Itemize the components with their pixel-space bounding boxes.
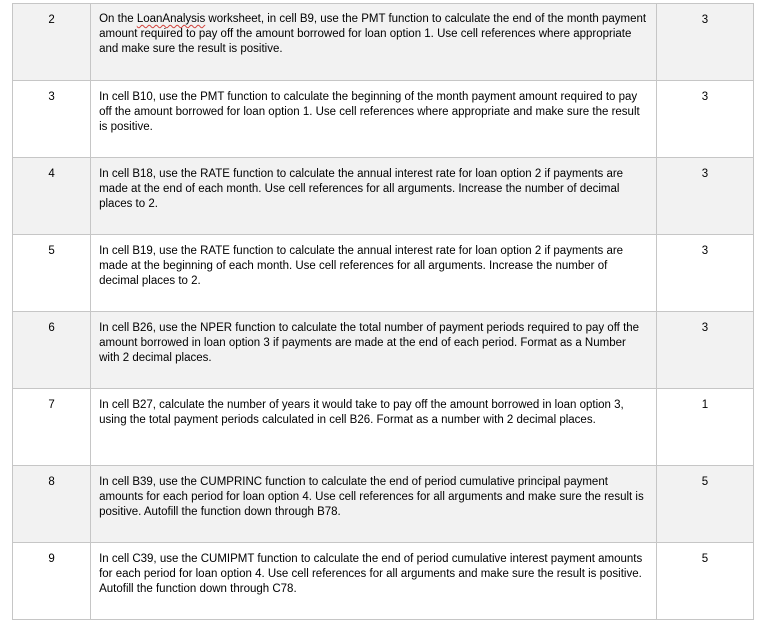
table-row (13, 4, 754, 81)
points-value: 5 (656, 543, 753, 620)
step-number: 5 (13, 235, 91, 312)
points-value: 3 (656, 81, 753, 158)
step-number: 4 (13, 158, 91, 235)
step-number: 8 (13, 466, 91, 543)
instruction-text: In cell B26, use the NPER function to calculate the total number of payment periods required to pay off the amount borrowed in loan option 3 if payments are made at the end of each period. Format as a Number with 2 decimal places. (91, 312, 657, 389)
points-value: 1 (656, 389, 753, 466)
points-value: 3 (656, 312, 753, 389)
table-row (13, 543, 754, 620)
table-row (13, 81, 754, 158)
instruction-body: worksheet, in cell B9, use the PMT function to calculate the end of the month payment amount required to pay off the amount borrowed for loan option 1. Use cell references where appropriate and make sure the result is positive. (99, 13, 647, 55)
spellcheck-flagged-word: LoanAnalysis (136, 13, 206, 25)
step-number: 6 (13, 312, 91, 389)
table-row (13, 466, 754, 543)
step-number: 3 (13, 81, 91, 158)
table-row (13, 312, 754, 389)
points-value: 3 (656, 158, 753, 235)
instruction-text: In cell B18, use the RATE function to calculate the annual interest rate for loan option 2 if payments are made at the end of each month. Use cell references for all arguments. Increase the number of decimal places to 2. (91, 158, 657, 235)
instruction-prefix: On the (99, 13, 137, 25)
table-row (13, 158, 754, 235)
instructions-table (12, 3, 754, 620)
points-value: 3 (656, 4, 753, 81)
instruction-text: In cell B19, use the RATE function to calculate the annual interest rate for loan option 2 if payments are made at the beginning of each month. Use cell references for all arguments. Increase the number of decimal places to 2. (91, 235, 657, 312)
instruction-text: In cell B39, use the CUMPRINC function to calculate the end of period cumulative principal payment amounts for each period for loan option 4. Use cell references for all arguments and make sure the result is positive. Autofill the function down through B78. (91, 466, 657, 543)
step-number: 7 (13, 389, 91, 466)
points-value: 3 (656, 235, 753, 312)
step-number: 9 (13, 543, 91, 620)
instruction-text (91, 4, 657, 81)
points-value: 5 (656, 466, 753, 543)
instruction-text: In cell B27, calculate the number of years it would take to pay off the amount borrowed in loan option 3, using the total payment periods calculated in cell B26. Format as a number with 2 decimal places. (91, 389, 657, 466)
table-row (13, 235, 754, 312)
step-number: 2 (13, 4, 91, 81)
instruction-text: In cell C39, use the CUMIPMT function to calculate the end of period cumulative interest payment amounts for each period for loan option 4. Use cell references for all arguments and make sure the result is positive. Autofill the function down through C78. (91, 543, 657, 620)
table-row (13, 389, 754, 466)
instruction-text: In cell B10, use the PMT function to calculate the beginning of the month payment amount required to pay off the amount borrowed for loan option 1. Use cell references where appropriate and make sure the result is positive. (91, 81, 657, 158)
